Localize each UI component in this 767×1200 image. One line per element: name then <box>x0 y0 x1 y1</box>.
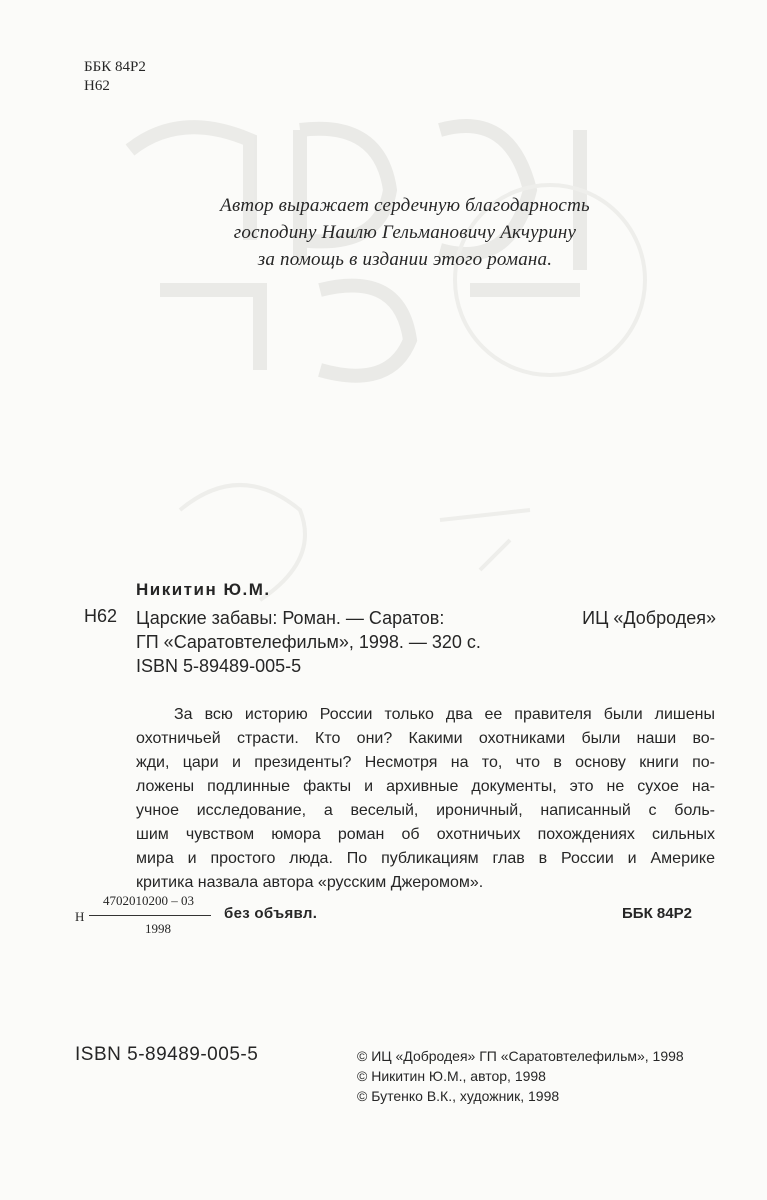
annotation-line: учное исследование, а веселый, ироничный, написанный с боль- <box>136 802 715 819</box>
author-code: Н62 <box>84 606 118 626</box>
dedication <box>100 192 710 273</box>
bib-line-2: ГП «Саратовтелефильм», 1998. — 320 с. <box>136 632 481 652</box>
bib-publisher: ИЦ «Добродея» <box>582 608 716 628</box>
annotation <box>136 703 715 895</box>
bib-isbn: ISBN 5-89489-005-5 <box>136 656 302 676</box>
bbk-code-top: ББК 84Р2 <box>84 59 146 75</box>
annotation-line: За всю историю России только два ее правителя были лишены <box>174 706 715 723</box>
dedication-line: за помощь в издании этого романа. <box>257 249 553 270</box>
annotation-line: ложены подлинные факты и архивные документы, это не сухое на- <box>136 778 715 795</box>
annotation-line: мира и простого люда. По публикациям глав в России и Америке <box>136 850 715 867</box>
fraction-denominator: 1998 <box>145 921 171 936</box>
dedication-line: Автор выражает сердечную благодарность <box>220 195 590 216</box>
bib-line-1 <box>136 606 716 630</box>
copyright-block <box>357 1046 684 1106</box>
fraction-numerator: 4702010200 – 03 <box>103 893 194 908</box>
no-announcement-note: без объявл. <box>224 905 318 922</box>
annotation-line: критика назвала автора «русским Джеромом». <box>136 874 484 891</box>
bibliographic-record <box>136 606 716 678</box>
author-index-top: Н62 <box>84 78 110 94</box>
fraction-letter: Н <box>75 909 85 924</box>
copyright-line: © Бутенко В.К., художник, 1998 <box>357 1088 560 1104</box>
bbk-code-bottom: ББК 84Р2 <box>622 905 692 922</box>
copyright-line: © Никитин Ю.М., автор, 1998 <box>357 1068 546 1084</box>
bbk-top-block <box>84 58 146 96</box>
fraction-bar <box>89 915 211 916</box>
bib-title-place: Царские забавы: Роман. — Саратов: <box>136 608 445 628</box>
dedication-line: господину Наилю Гельмановичу Акчурину <box>233 222 577 243</box>
author-name: Никитин Ю.М. <box>136 580 271 599</box>
annotation-line: охотничьей страсти. Кто они? Какими охотниками были наши во- <box>136 730 715 747</box>
isbn-bottom: ISBN 5-89489-005-5 <box>75 1044 259 1065</box>
annotation-line: шим чувством юмора роман об охотничьих похождениях сильных <box>136 826 715 843</box>
annotation-line: жди, цари и президенты? Несмотря на то, что в основу книги по- <box>136 754 715 771</box>
copyright-line: © ИЦ «Добродея» ГП «Саратовтелефильм», 1998 <box>357 1048 684 1064</box>
